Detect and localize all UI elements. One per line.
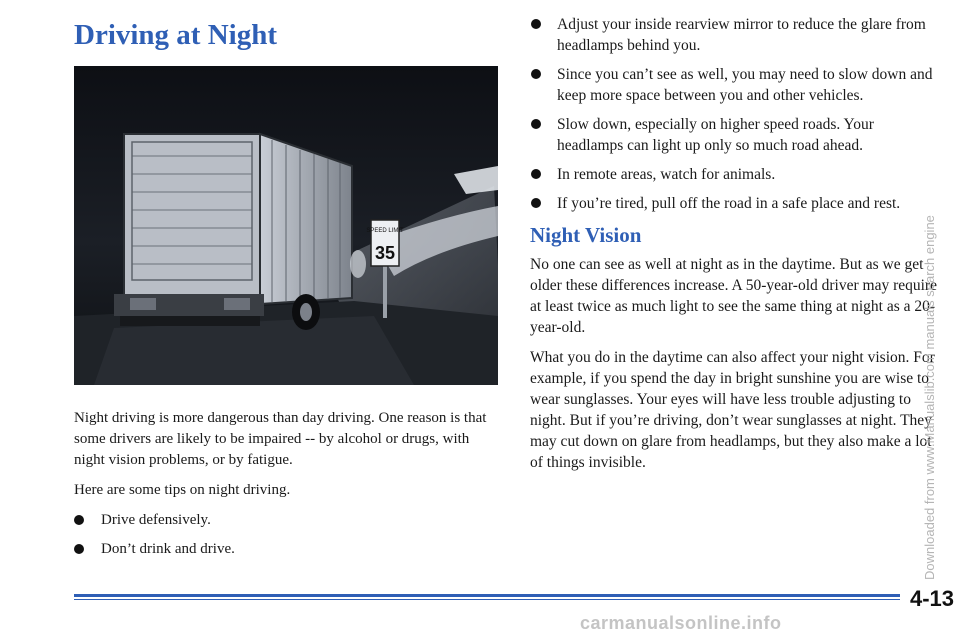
footer-rule (74, 594, 900, 597)
footer-rule-thin (74, 599, 900, 600)
list-item: Don’t drink and drive. (74, 539, 498, 560)
bullet-icon (531, 198, 541, 208)
bullet-icon (74, 544, 84, 554)
list-item: In remote areas, watch for animals. (530, 164, 940, 185)
right-column (530, 14, 940, 482)
list-item: Drive defensively. (74, 510, 498, 531)
page-title: Driving at Night (74, 19, 277, 51)
list-item: Adjust your inside rearview mirror to reduce the glare from headlamps behind you. (530, 14, 940, 56)
list-item: If you’re tired, pull off the road in a safe place and rest. (530, 193, 940, 214)
left-tip-list (74, 510, 498, 560)
night-vision-paragraph-1: No one can see as well at night as in the daytime. But as we get older these differences increase. A 50-year-old driver may require at least twice as much light to see the same thing at night as a 20-year-old. (530, 256, 937, 336)
left-text (74, 408, 498, 568)
night-vision-paragraph-2: What you do in the daytime can also affect your night vision. For example, if you spend the day in bright sunshine you are wise to wear sunglasses. Your eyes will have less trouble adjusting to night. But if you’re driving, don’t wear sunglasses at night. They may cut down on glare from headlamps, but they also make a lot of things invisible. (530, 349, 935, 471)
left-column (74, 18, 498, 52)
night-truck-illustration (74, 66, 498, 385)
side-watermark: Downloaded from www.Manualslib.com manuals search engine (922, 215, 937, 580)
bottom-watermark: carmanualsonline.info (580, 613, 782, 633)
speed-limit-sign-label: SPEED LIMIT (366, 228, 404, 234)
bullet-icon (74, 515, 84, 525)
bullet-icon (531, 119, 541, 129)
tips-intro-paragraph: Here are some tips on night driving. (74, 482, 291, 498)
bullet-icon (531, 69, 541, 79)
night-truck-photo (74, 66, 498, 385)
list-item: Slow down, especially on higher speed roads. Your headlamps can light up only so much road ahead. (530, 114, 940, 156)
right-tip-list (530, 14, 940, 214)
bullet-icon (531, 19, 541, 29)
page-number: 4-13 (910, 586, 955, 611)
section-heading-night-vision: Night Vision (530, 223, 642, 247)
list-item: Since you can’t see as well, you may need to slow down and keep more space between you and other vehicles. (530, 64, 940, 106)
bullet-icon (531, 169, 541, 179)
intro-paragraph: Night driving is more dangerous than day driving. One reason is that some drivers are likely to be impaired -- by alcohol or drugs, with night vision problems, or by fatigue. (74, 410, 487, 468)
speed-limit-sign-number: 35 (374, 243, 396, 263)
